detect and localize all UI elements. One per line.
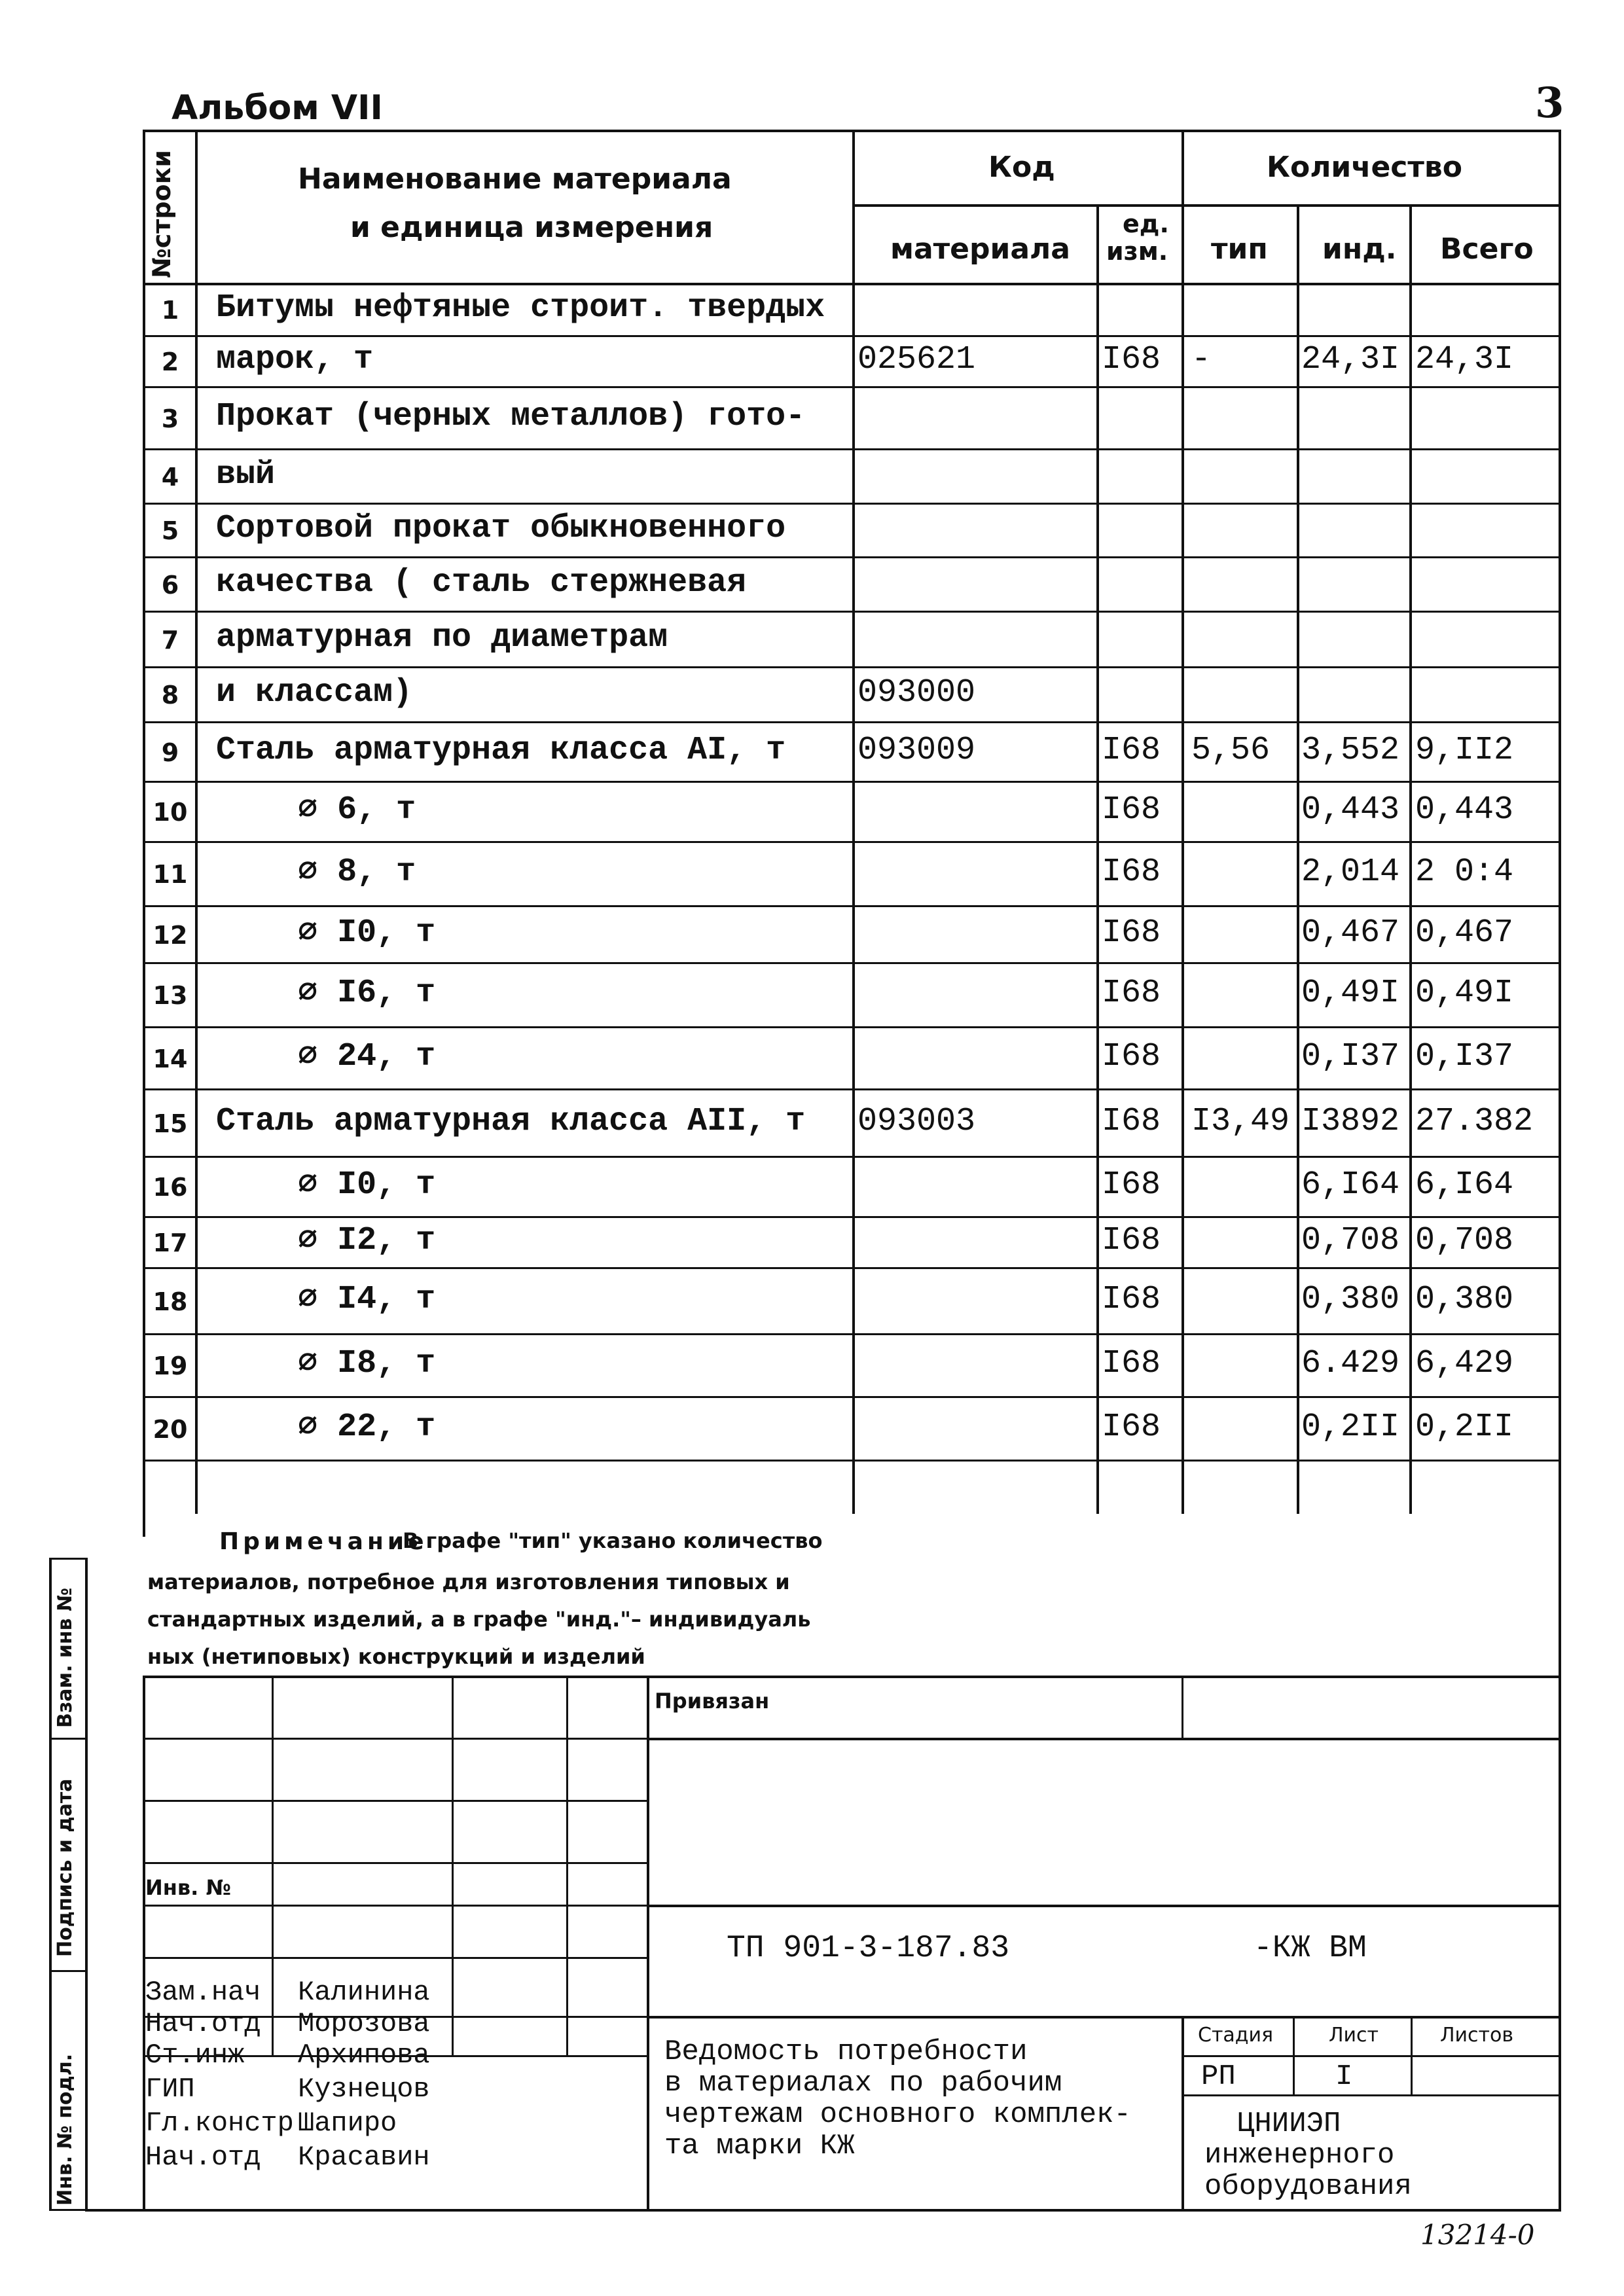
qty-ind: 6.429 (1301, 1345, 1400, 1382)
stage-value: РП (1201, 2060, 1236, 2093)
qty-ind: 6,I64 (1301, 1166, 1400, 1204)
material-name: ∅ I4, т (298, 1281, 436, 1318)
archive-number: 13214-0 (1420, 2219, 1535, 2251)
qty-ind: 0,380 (1301, 1281, 1400, 1318)
signatory-role: Нач.отд (145, 2142, 261, 2173)
row-number: 3 (161, 404, 179, 433)
qty-type: - (1191, 341, 1212, 378)
sheet-value: I (1335, 2060, 1353, 2093)
org-line1: ЦНИИЭП (1237, 2108, 1341, 2140)
code-header: Код (988, 151, 1055, 184)
material-name: арматурная по диаметрам (216, 619, 668, 656)
material-name: ∅ I8, т (298, 1345, 436, 1382)
material-code: 093003 (857, 1103, 976, 1140)
qty-total: 2 0:4 (1415, 853, 1514, 891)
qty-type: I3,49 (1191, 1103, 1290, 1140)
material-name: ∅ 22, т (298, 1408, 436, 1446)
material-name: ∅ I0, т (298, 1166, 436, 1204)
unit-header-line1: ед. (1123, 209, 1169, 238)
stage-label: Стадия (1198, 2024, 1274, 2047)
unit-code: I68 (1102, 1166, 1161, 1204)
qty-ind: I3892 (1301, 1103, 1400, 1140)
material-name: ∅ I2, т (298, 1222, 436, 1259)
qty-total: 24,3I (1415, 341, 1514, 378)
note-line2: материалов, потребное для изготовления типовых и (147, 1570, 790, 1594)
name-header-line2: и единица измерения (350, 211, 713, 244)
org-line3: оборудования (1204, 2170, 1412, 2203)
sheets-label: Листов (1440, 2024, 1514, 2047)
material-name: марок, т (216, 341, 374, 378)
privyazan-label: Привязан (655, 1689, 770, 1713)
material-name: качества ( сталь стержневая (216, 564, 747, 601)
qty-total: 9,II2 (1415, 732, 1514, 769)
qty-ind: 3,552 (1301, 732, 1400, 769)
qty-total: 0,380 (1415, 1281, 1514, 1318)
material-name: Сталь арматурная класса АI, т (216, 732, 786, 769)
unit-code: I68 (1102, 914, 1161, 952)
qty-total: 0,2II (1415, 1408, 1514, 1446)
signatory-name: Красавин (298, 2142, 430, 2173)
qty-type: 5,56 (1191, 732, 1271, 769)
material-name: и классам) (216, 674, 413, 711)
signatory-role: ГИП (145, 2073, 195, 2105)
row-number-header: №строки (147, 150, 176, 278)
row-number: 12 (153, 921, 188, 950)
inv-no-label: Инв. № (145, 1875, 231, 1900)
qty-ind: 0,708 (1301, 1222, 1400, 1259)
material-name: ∅ 8, т (298, 853, 416, 891)
qty-total: 0,443 (1415, 791, 1514, 829)
qty-total: 0,I37 (1415, 1038, 1514, 1075)
qty-ind: 2,014 (1301, 853, 1400, 891)
org-line2: инженерного (1204, 2139, 1395, 2172)
unit-code: I68 (1102, 1345, 1161, 1382)
qty-total: 0,49I (1415, 975, 1514, 1012)
side-label-podpis: Подпись и дата (54, 1778, 77, 1957)
qty-total-header: Всего (1440, 232, 1534, 266)
material-name: ∅ I0, т (298, 914, 436, 952)
row-number: 13 (153, 981, 188, 1010)
note-line1: В графе "тип" указано количество (403, 1528, 823, 1553)
qty-type-header: тип (1211, 232, 1268, 266)
qty-ind-header: инд. (1322, 232, 1397, 266)
name-header-line1: Наименование материала (298, 162, 732, 196)
qty-total: 6,429 (1415, 1345, 1514, 1382)
qty-total: 0,708 (1415, 1222, 1514, 1259)
material-code: 093009 (857, 732, 976, 769)
note-line4: ных (нетиповых) конструкций и изделий (147, 1644, 645, 1669)
signatory-role: Нач.отд (145, 2008, 261, 2039)
note-title: Примечание (219, 1528, 428, 1555)
unit-code: I68 (1102, 341, 1161, 378)
material-code: 025621 (857, 341, 976, 378)
material-name: Прокат (черных металлов) гото- (216, 398, 806, 435)
qty-ind: 0,49I (1301, 975, 1400, 1012)
row-number: 15 (153, 1109, 188, 1138)
code-material-header: материала (890, 232, 1070, 266)
doc-mark: -КЖ ВМ (1254, 1931, 1367, 1966)
unit-header-line2: изм. (1106, 237, 1168, 266)
qty-total: 27.382 (1415, 1103, 1534, 1140)
row-number: 1 (161, 296, 179, 325)
signatory-name: Кузнецов (298, 2073, 430, 2105)
material-name: Сортовой прокат обыкновенного (216, 510, 786, 547)
side-label-inv-podl: Инв. № подл. (54, 2053, 77, 2206)
material-name: вый (216, 456, 276, 493)
album-label: Альбом VII (171, 88, 383, 128)
doc-title-line2: в материалах по рабочим (664, 2067, 1062, 2100)
row-number: 18 (153, 1287, 188, 1316)
unit-code: I68 (1102, 1408, 1161, 1446)
row-number: 10 (153, 798, 188, 827)
material-name: ∅ 24, т (298, 1038, 436, 1075)
unit-code: I68 (1102, 1038, 1161, 1075)
material-code: 093000 (857, 674, 976, 711)
signatory-name: Архипова (298, 2039, 430, 2071)
row-number: 19 (153, 1352, 188, 1380)
unit-code: I68 (1102, 975, 1161, 1012)
side-label-vzam: Взам. инв № (54, 1587, 77, 1728)
doc-code: ТП 901-3-187.83 (727, 1931, 1010, 1966)
doc-title-line1: Ведомость потребности (664, 2036, 1028, 2068)
qty-total: 0,467 (1415, 914, 1514, 952)
unit-code: I68 (1102, 1222, 1161, 1259)
qty-ind: 0,2II (1301, 1408, 1400, 1446)
material-name: ∅ I6, т (298, 975, 436, 1012)
qty-ind: 24,3I (1301, 341, 1400, 378)
material-name: Битумы нефтяные строит. твердых (216, 289, 825, 327)
row-number: 7 (161, 626, 179, 655)
material-name: Сталь арматурная класса АII, т (216, 1103, 806, 1140)
row-number: 20 (153, 1415, 188, 1444)
row-number: 5 (161, 516, 179, 545)
page-number: 3 (1535, 79, 1564, 128)
row-number: 2 (161, 348, 179, 376)
qty-ind: 0,443 (1301, 791, 1400, 829)
row-number: 14 (153, 1045, 188, 1073)
signatory-name: Шапиро (298, 2108, 397, 2139)
signatory-name: Морозова (298, 2008, 430, 2039)
unit-code: I68 (1102, 732, 1161, 769)
unit-code: I68 (1102, 791, 1161, 829)
doc-title-line4: та марки КЖ (664, 2130, 855, 2162)
signatory-role: Зам.нач (145, 1977, 261, 2008)
note-line3: стандартных изделий, а в графе "инд."– индивидуаль (147, 1607, 811, 1632)
qty-ind: 0,467 (1301, 914, 1400, 952)
signatory-role: Гл.констр (145, 2108, 294, 2139)
row-number: 16 (153, 1173, 188, 1202)
doc-title-line3: чертежам основного комплек- (664, 2098, 1131, 2131)
sheet-label: Лист (1329, 2024, 1379, 2047)
signatory-role: Ст.инж (145, 2039, 245, 2071)
row-number: 8 (161, 681, 179, 709)
qty-total: 6,I64 (1415, 1166, 1514, 1204)
row-number: 6 (161, 571, 179, 600)
row-number: 4 (161, 463, 179, 492)
row-number: 9 (161, 738, 179, 767)
material-name: ∅ 6, т (298, 791, 416, 829)
unit-code: I68 (1102, 1281, 1161, 1318)
signatory-name: Калинина (298, 1977, 430, 2008)
unit-code: I68 (1102, 853, 1161, 891)
qty-ind: 0,I37 (1301, 1038, 1400, 1075)
quantity-header: Количество (1267, 151, 1462, 184)
row-number: 11 (153, 860, 188, 889)
row-number: 17 (153, 1229, 188, 1257)
unit-code: I68 (1102, 1103, 1161, 1140)
